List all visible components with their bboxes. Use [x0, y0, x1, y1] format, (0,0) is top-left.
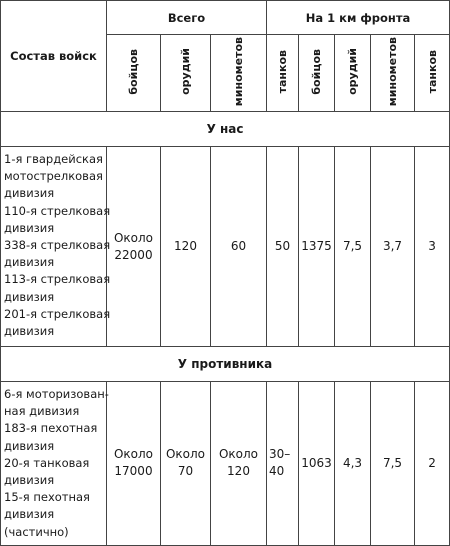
enemy-km-soldiers: 1063	[299, 382, 335, 546]
enemy-units: 6-я моторизован- ная дивизия 183-я пехотная дивизия 20-я танковая дивизия 15-я пехотная дивизия (частично)	[1, 382, 107, 546]
total-guns-header: орудий	[161, 35, 211, 112]
per-km-header: На 1 км фронта	[267, 1, 450, 35]
enemy-tanks: 30– 40	[267, 382, 299, 546]
enemy-mortars: Около 120	[211, 382, 267, 546]
enemy-km-mortars: 7,5	[371, 382, 415, 546]
km-tanks-header: танков	[415, 35, 450, 112]
ours-km-soldiers: 1375	[299, 147, 335, 347]
ours-km-guns: 7,5	[335, 147, 371, 347]
ours-km-mortars: 3,7	[371, 147, 415, 347]
ours-soldiers: Около 22000	[107, 147, 161, 347]
total-tanks-header: танков	[267, 35, 299, 112]
enemy-soldiers: Около 17000	[107, 382, 161, 546]
section-ours-title: У нас	[1, 112, 450, 147]
total-header: Всего	[107, 1, 267, 35]
km-soldiers-header: бойцов	[299, 35, 335, 112]
enemy-guns: Около 70	[161, 382, 211, 546]
ours-km-tanks: 3	[415, 147, 450, 347]
ours-guns: 120	[161, 147, 211, 347]
km-guns-header: орудий	[335, 35, 371, 112]
enemy-km-tanks: 2	[415, 382, 450, 546]
total-soldiers-header: бойцов	[107, 35, 161, 112]
enemy-km-guns: 4,3	[335, 382, 371, 546]
ours-mortars: 60	[211, 147, 267, 347]
section-enemy-title: У противника	[1, 347, 450, 382]
ours-units: 1-я гвардейская мотострелковая дивизия 110-я стрелковая дивизия 338-я стрелковая дивизия 113-я стрелковая дивизия 201-я стрелковая дивизия	[1, 147, 107, 347]
km-mortars-header: минометов	[371, 35, 415, 112]
composition-header: Состав войск	[1, 1, 107, 112]
ours-tanks: 50	[267, 147, 299, 347]
total-mortars-header: минометов	[211, 35, 267, 112]
